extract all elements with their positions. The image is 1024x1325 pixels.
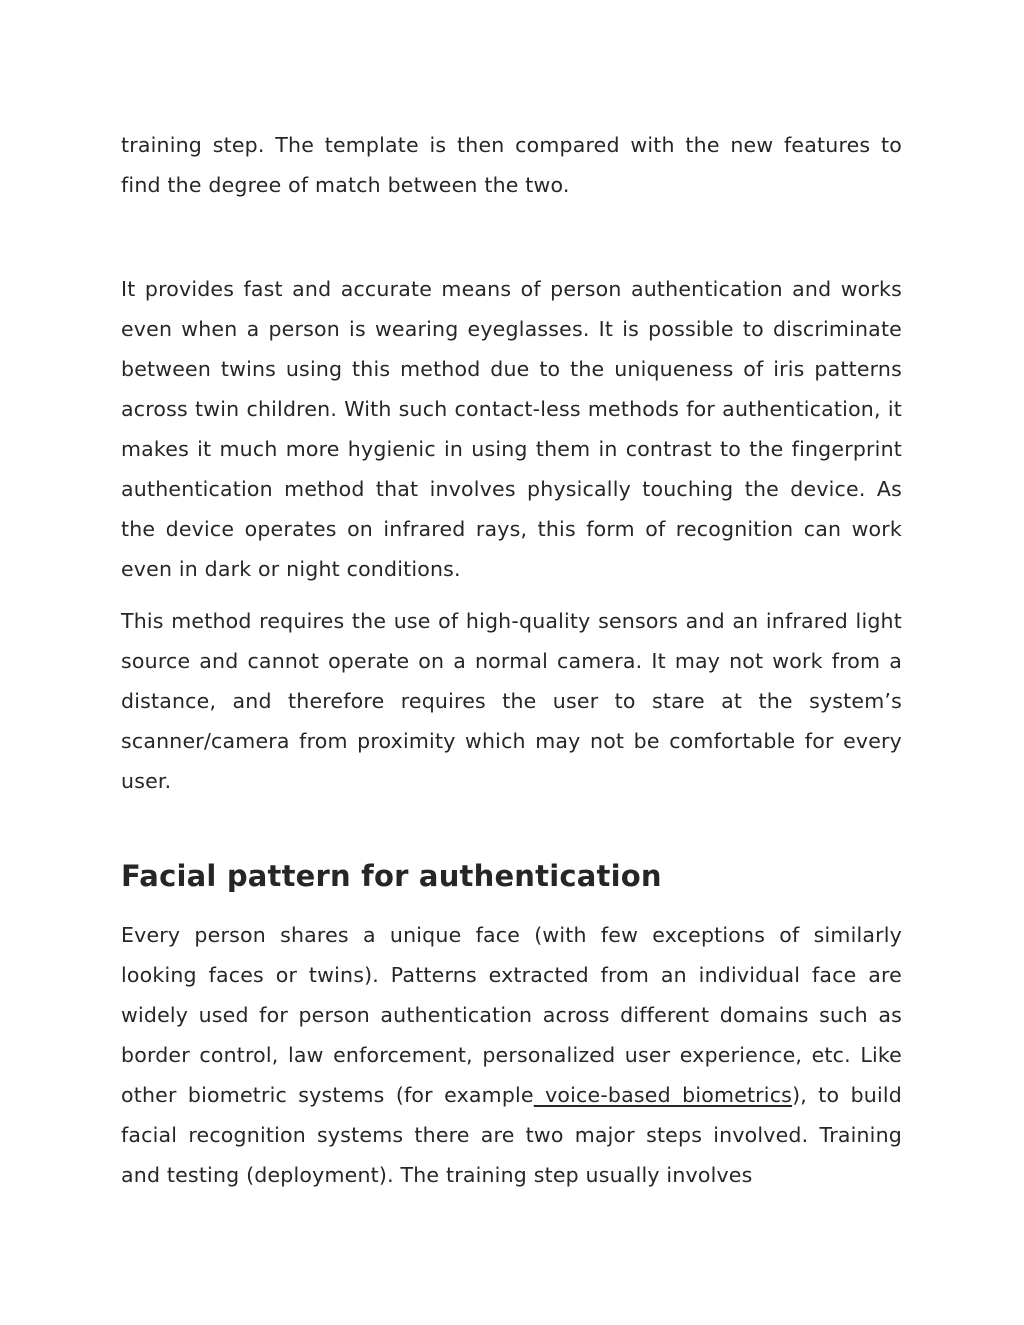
section-heading: Facial pattern for authentication bbox=[121, 859, 662, 893]
voice-biometrics-link[interactable]: voice-based biometrics bbox=[533, 1083, 793, 1107]
paragraph-text-end: ), to build facial recognition systems there are two major steps involved. Training and testing (deployment). The training step usually involves bbox=[121, 1083, 902, 1187]
paragraph-iris-limitations: This method requires the use of high-quality sensors and an infrared light source and cannot operate on a normal camera. It may not work from a distance, and therefore requires the user to stare at the system’s scanner/camera from proximity which may not be comfortable for every user. bbox=[121, 609, 902, 793]
paragraph-training-step: training step. The template is then compared with the new features to find the degree of match between the two. bbox=[121, 133, 902, 197]
paragraph-facial-pattern bbox=[121, 915, 902, 1195]
document-page bbox=[121, 125, 902, 1195]
paragraph-iris-advantages: It provides fast and accurate means of person authentication and works even when a person is wearing eyeglasses. It is possible to discriminate between twins using this method due to the uniqueness of iris patterns across twin children. With such contact-less methods for authentication, it makes it much more hygienic in using them in contrast to the fingerprint authentication method that involves physically touching the device. As the device operates on infrared rays, this form of recognition can work even in dark or night conditions. bbox=[121, 277, 902, 581]
paragraph-text-start: Every person shares a unique face (with few exceptions of similarly looking faces or twins). Patterns extracted from an individual face are widely used for person authentication across different domains such as border control, law enforcement, personalized user experience, etc. Like other biometric systems (for example bbox=[121, 923, 902, 1107]
